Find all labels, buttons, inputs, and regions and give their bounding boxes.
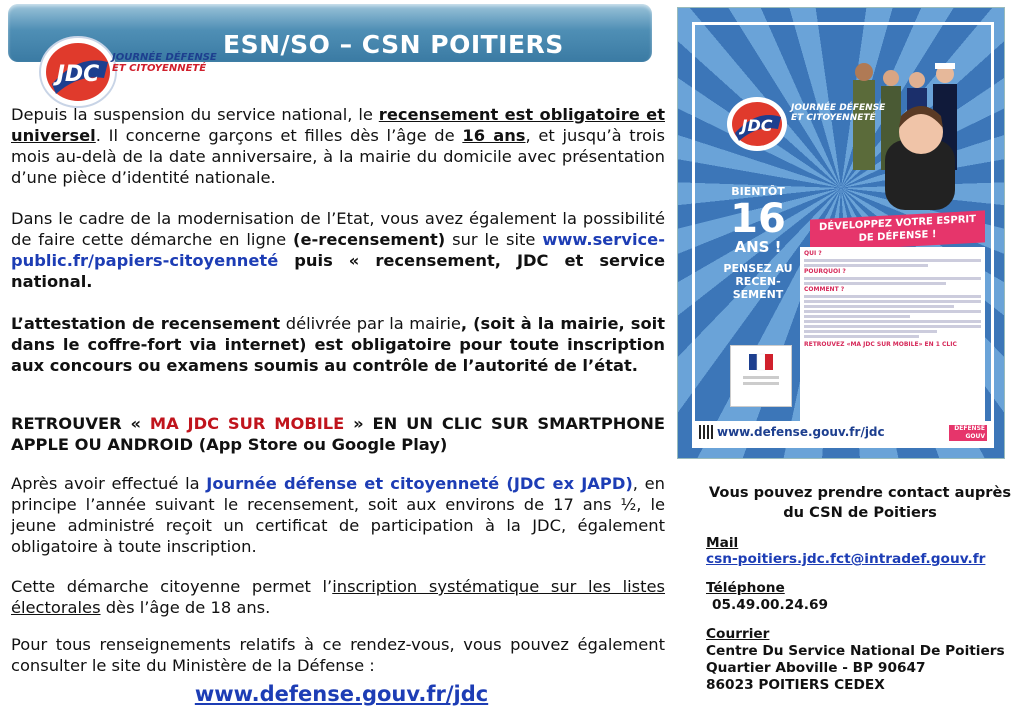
address-line-1: Centre Du Service National De Poitiers: [706, 643, 1005, 659]
mail-label: Mail: [706, 535, 739, 551]
flag-icon: [731, 346, 791, 406]
paragraph-attestation: L’attestation de recensement délivrée par la mairie, (soit à la mairie, soit dans le coffre-fort via internet) est obligatoire pour toute inscription aux concours ou examens soumis au contrôle de l’autorité de l’état.: [11, 314, 665, 375]
poster-jdc-logo: [725, 95, 789, 153]
contact-heading: Vous pouvez prendre contact auprès du CSN de Poitiers: [708, 484, 1012, 521]
page-title: ESN/SO – CSN POITIERS: [223, 30, 564, 59]
logo-text: JDC: [56, 62, 100, 87]
jdc-poster: [677, 7, 1005, 459]
paragraph-mobile: RETROUVER « MA JDC SUR MOBILE » EN UN CLIC SUR SMARTPHONE APPLE OU ANDROID (App Store ou Google Play): [11, 414, 665, 454]
logo-subtitle: JOURNÉE DÉFENSE ET CITOYENNETÉ: [112, 52, 217, 74]
paragraph-jdc: Après avoir effectué la Journée défense et citoyenneté (JDC ex JAPD), en principe l’année suivant le recensement, soit aux environs de 17 ans ½, le jeune administré reçoit un certificat de participation à la JDC, également obligatoire à toute inscription.: [11, 474, 665, 556]
address-line-2: Quartier Aboville - BP 90647: [706, 660, 926, 676]
republique-logo: [730, 345, 792, 407]
paragraph-renseignements: Pour tous renseignements relatifs à ce rendez-vous, vous pouvez également consulter le site du Ministère de la Défense :: [11, 635, 665, 675]
poster-info-card: QUI ? POURQUOI ? COMMENT ? RETROUVEZ «MA JDC SUR MOBILE» EN 1 CLIC: [800, 247, 985, 422]
paragraph-recensement: Depuis la suspension du service national, le recensement est obligatoire et universel. Il concerne garçons et filles dès l’âge de 16 ans, et jusqu’à trois mois au-delà de la date anniversaire, à la mairie du domicile avec présentation d’une pièce d’identité nationale.: [11, 105, 665, 187]
poster-slogan: DÉVELOPPEZ VOTRE ESPRIT DE DÉFENSE !: [810, 210, 985, 251]
paragraph-e-recensement: Dans le cadre de la modernisation de l’Etat, vous avez également la possibilité de faire cette démarche en ligne (e-recensement) sur le site www.service-public.fr/papiers-citoyenneté puis « recensement, JDC et service national.: [11, 209, 665, 291]
poster-16-ans-badge: BIENTÔT 16 ANS ! PENSEZ AU RECEN-SEMENT: [723, 185, 793, 301]
address-line-3: 86023 POITIERS CEDEX: [706, 677, 885, 693]
service-public-link[interactable]: www.service-public.fr/papiers-citoyenneté: [11, 230, 665, 270]
phone-label: Téléphone: [706, 580, 785, 596]
qr-code-icon: [699, 425, 713, 439]
svg-text:JDC: JDC: [741, 116, 773, 135]
poster-jdc-subtitle: JOURNÉE DÉFENSE ET CITOYENNETÉ: [791, 103, 886, 123]
poster-url: www.defense.gouv.fr/jdc: [717, 425, 885, 439]
phone-value: 05.49.00.24.69: [712, 597, 829, 613]
mail-link[interactable]: csn-poitiers.jdc.fct@intradef.gouv.fr: [706, 551, 986, 567]
paragraph-listes: Cette démarche citoyenne permet l’inscription systématique sur les listes électorales dès l’âge de 18 ans.: [11, 577, 665, 617]
facebook-defense-badge: DÉFENSE GOUV: [949, 425, 987, 441]
post-label: Courrier: [706, 626, 770, 642]
defense-site-link[interactable]: www.defense.gouv.fr/jdc: [194, 682, 489, 706]
people-illustration: [845, 50, 985, 210]
